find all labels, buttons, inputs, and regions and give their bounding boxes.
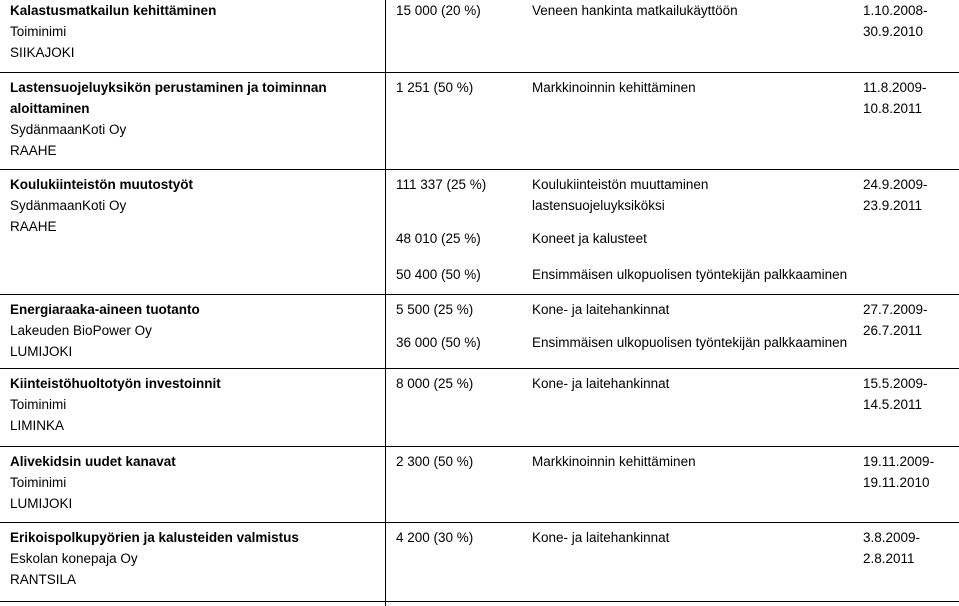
period-start: 11.8.2009-	[863, 80, 927, 95]
company-name: SydänmaanKoti Oy	[10, 122, 127, 137]
row-divider	[0, 169, 959, 170]
company-name: SydänmaanKoti Oy	[10, 198, 127, 213]
grant-amount: 1 251 (50 %)	[396, 80, 474, 95]
period-end: 19.11.2010	[863, 475, 930, 490]
municipality: RANTSILA	[10, 572, 77, 587]
grant-purpose-continued: lastensuojeluyksiköksi	[532, 198, 665, 213]
period-start: 27.7.2009-	[863, 302, 928, 317]
grant-amount: 111 337 (25 %)	[396, 177, 487, 192]
period-start: 15.5.2009-	[863, 376, 928, 391]
row-divider	[0, 446, 959, 447]
grant-amount: 5 500 (25 %)	[396, 302, 474, 317]
grant-purpose: Koulukiinteistön muuttaminen	[532, 177, 709, 192]
municipality: LIMINKA	[10, 418, 65, 433]
period-end: 30.9.2010	[863, 24, 924, 39]
column-divider	[385, 0, 386, 606]
project-name: Kalastusmatkailun kehittäminen	[10, 3, 217, 18]
grant-amount: 50 400 (50 %)	[396, 267, 481, 282]
period-start: 19.11.2009-	[863, 454, 935, 469]
municipality: RAAHE	[10, 219, 57, 234]
row-divider	[0, 368, 959, 369]
grant-purpose: Kone- ja laitehankinnat	[532, 302, 670, 317]
company-name: Eskolan konepaja Oy	[10, 551, 138, 566]
row-divider	[0, 522, 959, 523]
period-start: 3.8.2009-	[863, 530, 921, 545]
grant-purpose: Kone- ja laitehankinnat	[532, 530, 670, 545]
company-name: Lakeuden BioPower Oy	[10, 323, 152, 338]
municipality: RAAHE	[10, 143, 57, 158]
row-divider	[0, 72, 959, 73]
grant-purpose: Kone- ja laitehankinnat	[532, 376, 670, 391]
project-name: Alivekidsin uudet kanavat	[10, 454, 176, 469]
period-start: 1.10.2008-	[863, 3, 928, 18]
municipality: LUMIJOKI	[10, 496, 73, 511]
grant-amount: 2 300 (50 %)	[396, 454, 474, 469]
period-end: 14.5.2011	[863, 397, 923, 412]
project-name: Erikoispolkupyörien ja kalusteiden valmistus	[10, 530, 299, 545]
project-name: Koulukiinteistön muutostyöt	[10, 177, 193, 192]
municipality: SIIKAJOKI	[10, 45, 75, 60]
project-name-continued: aloittaminen	[10, 101, 90, 116]
row-divider	[0, 601, 959, 602]
row-divider	[0, 294, 959, 295]
company-name: Toiminimi	[10, 475, 67, 490]
municipality: LUMIJOKI	[10, 344, 73, 359]
grant-amount: 4 200 (30 %)	[396, 530, 474, 545]
project-name: Kiinteistöhuoltotyön investoinnit	[10, 376, 221, 391]
project-name: Lastensuojeluyksikön perustaminen ja toiminnan	[10, 80, 327, 95]
project-name: Energiaraaka-aineen tuotanto	[10, 302, 200, 317]
grant-amount: 36 000 (50 %)	[396, 335, 481, 350]
grant-purpose: Markkinoinnin kehittäminen	[532, 454, 696, 469]
period-end: 2.8.2011	[863, 551, 915, 566]
grant-amount: 8 000 (25 %)	[396, 376, 474, 391]
grant-purpose: Markkinoinnin kehittäminen	[532, 80, 696, 95]
grant-amount: 15 000 (20 %)	[396, 3, 481, 18]
period-start: 24.9.2009-	[863, 177, 928, 192]
grant-purpose: Veneen hankinta matkailukäyttöön	[532, 3, 738, 18]
period-end: 10.8.2011	[863, 101, 923, 116]
period-end: 23.9.2011	[863, 198, 923, 213]
grant-purpose: Koneet ja kalusteet	[532, 231, 647, 246]
company-name: Toiminimi	[10, 24, 67, 39]
grant-purpose: Ensimmäisen ulkopuolisen työntekijän palkkaaminen	[532, 267, 848, 282]
period-end: 26.7.2011	[863, 323, 923, 338]
company-name: Toiminimi	[10, 397, 67, 412]
grant-purpose: Ensimmäisen ulkopuolisen työntekijän palkkaaminen	[532, 335, 848, 350]
grant-amount: 48 010 (25 %)	[396, 231, 481, 246]
